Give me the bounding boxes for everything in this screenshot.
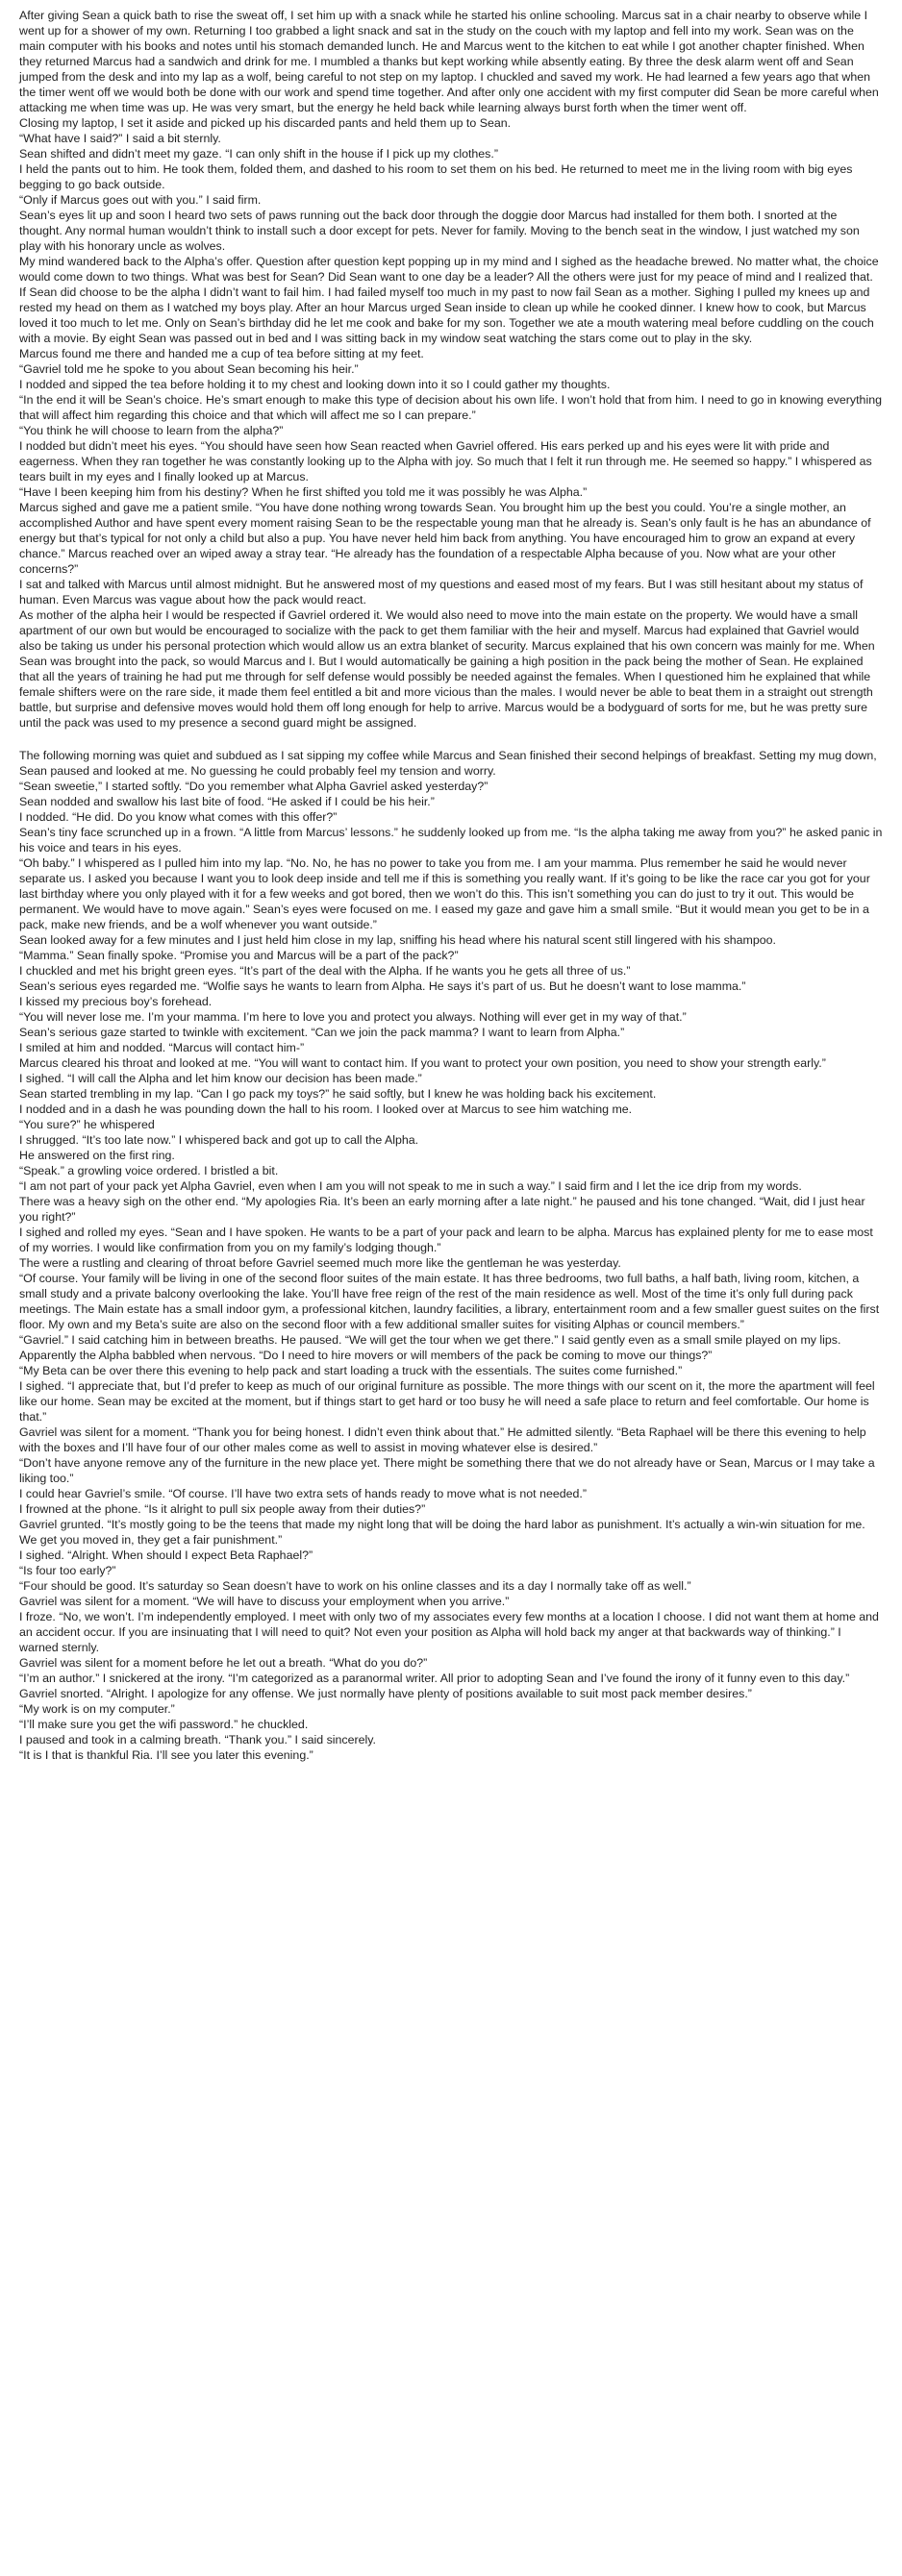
paragraph: My mind wandered back to the Alpha’s offer. Question after question kept popping up in my mind and I sighed as the headache brewed. No matter what, the choice would come down to two things. What was best for Sean? Did Sean want to one day be a leader? All the others were just for my peace of mind and I realized that. If Sean did choose to be the alpha I didn’t want to fail him. I had failed myself too much in my past to now fail Sean as a mother. Sighing I pulled my knees up and rested my head on them as I watched my boys play. After an hour Marcus urged Sean inside to clean up while he cooked dinner. I knew how to cook, but Marcus loved it too much to let me. Only on Sean’s birthday did he let me cook and bake for my son. Together we ate a mouth watering meal before cuddling on the couch with a movie. By eight Sean was passed out in bed and I was sitting back in my window seat watching the stars come out to play in the sky. (19, 255, 879, 345)
paragraph: I sat and talked with Marcus until almost midnight. But he answered most of my questions and eased most of my fears. But I was still hesitant about my status of human. Even Marcus was vague about how the pack would react. (19, 578, 864, 607)
paragraph: Sean looked away for a few minutes and I just held him close in my lap, sniffing his head where his natural scent still lingered with his shampoo. (19, 933, 776, 947)
paragraph: “It is I that is thankful Ria. I’ll see you later this evening.” (19, 1748, 313, 1762)
paragraph: The were a rustling and clearing of throat before Gavriel seemed much more like the gentleman he was yesterday. (19, 1256, 621, 1270)
paragraph: “You will never lose me. I’m your mamma. I’m here to love you and protect you always. Nothing will ever get in my way of that.” (19, 1010, 687, 1024)
paragraph: As mother of the alpha heir I would be respected if Gavriel ordered it. We would also need to move into the main estate on the property. We would have a small apartment of our own but would be encouraged to socialize with the pack to get them familiar with the heir and myself. Marcus had explained that Gavriel would also be taking us under his personal protection which would allow us an extra blanket of security. Marcus explained that his own concern was mainly for me. When Sean was brought into the pack, so would Marcus and I. But I would automatically be gaining a high position in the pack being the mother of Sean. He explained that all the years of training he had put me through for self defense would possibly be needed against the females. When I questioned him he explained that while female shifters were on the rare side, it made them feel entitled a bit and more vicious than the males. I would never be able to beat them in a straight out strength battle, but surprise and defensive moves would hold them off long enough for help to arrive. Marcus would be a bodyguard of sorts for me, but he was pretty sure until the pack was used to my presence a second guard might be assigned. (19, 608, 875, 730)
paragraph: I frowned at the phone. “Is it alright to pull six people away from their duties?” (19, 1502, 426, 1516)
paragraph: Gavriel was silent for a moment. “Thank you for being honest. I didn’t even think about that.” He admitted silently. “Beta Raphael will be there this evening to help with the boxes and I’ll have four of our other males come as well to assist in moving whatever else is desired.” (19, 1425, 866, 1454)
paragraph: After giving Sean a quick bath to rise the sweat off, I set him up with a snack while he started his online schooling. Marcus sat in a chair nearby to observe while I went up for a shower of my own. Returning I too grabbed a light snack and sat in the study on the couch with my laptop and fell into my work. Sean was on the main computer with his books and notes until his stomach demanded lunch. He and Marcus went to the kitchen to eat while I got another chapter finished. When they returned Marcus had a sandwich and drink for me. I mumbled a thanks but kept working while absently eating. By three the desk alarm went off and Sean jumped from the desk and into my lap as a wolf, being careful to not step on my laptop. I chuckled and saved my work. He had learned a few years ago that when the timer went off we would both be done with our work and spend time together. And after only one accident with my first computer did Sean be more careful when attacking me when time was up. He was very smart, but the energy he held back while learning always burst forth when the timer went off. (19, 9, 879, 114)
paragraph: Marcus cleared his throat and looked at me. “You will want to contact him. If you want to protect your own position, you need to show your strength early.” (19, 1056, 826, 1070)
paragraph: Sean’s serious gaze started to twinkle with excitement. “Can we join the pack mamma? I want to learn from Alpha.” (19, 1026, 625, 1039)
paragraph: “Of course. Your family will be living in one of the second floor suites of the main estate. It has three bedrooms, two full baths, a half bath, living room, kitchen, a small study and a private balcony overlooking the lake. You’ll have free reign of the rest of the main residence as well. Most of the time it’s only full during pack meetings. The Main estate has a small indoor gym, a professional kitchen, laundry facilities, a library, entertainment room and a few smaller guest suites on the first floor. My own and my Beta’s suite are also on the second floor with a few additional smaller suites for visiting Alphas or council members.” (19, 1272, 880, 1331)
paragraph: I nodded and sipped the tea before holding it to my chest and looking down into it so I could gather my thoughts. (19, 378, 611, 391)
paragraph: There was a heavy sigh on the other end. “My apologies Ria. It’s been an early morning after a late night.” he paused and his tone changed. “Wait, did I just hear you right?” (19, 1195, 865, 1224)
paragraph: I nodded. “He did. Do you know what comes with this offer?” (19, 810, 338, 824)
paragraph: I shrugged. “It’s too late now.” I whispered back and got up to call the Alpha. (19, 1133, 419, 1147)
paragraph: “Gavriel told me he spoke to you about Sean becoming his heir.” (19, 362, 359, 376)
paragraph: I nodded but didn’t meet his eyes. “You should have seen how Sean reacted when Gavriel offered. His ears perked up and his eyes were lit with pride and eagerness. When they ran together he was constantly looking up to the Alpha with joy. So much that I felt it run through me. He seemed so happy.” I whispered as tears built in my eyes and I finally looked up at Marcus. (19, 439, 872, 483)
paragraph: “I’m an author.” I snickered at the irony. “I’m categorized as a paranormal writer. All prior to adopting Sean and I’ve found the irony of it funny even to this day.” (19, 1672, 850, 1685)
paragraph: Gavriel snorted. “Alright. I apologize for any offense. We just normally have plenty of positions available to suit most pack member desires.” (19, 1687, 752, 1700)
paragraph: “Oh baby.” I whispered as I pulled him into my lap. “No. No, he has no power to take you from me. I am your mamma. Plus remember he said he would never separate us. I asked you because I want you to look deep inside and tell me if this is something you really want. If it’s going to be like the race car you got for your last birthday where you only played with it for a few weeks and got bored, then we won’t do this. This isn’t something you can do just to try it out. This would be permanent. We would have to move again.” Sean’s eyes were focused on me. I eased my gaze and gave him a small smile. “But it would mean you get to be in a pack, make new friends, and be a wolf whenever you want outside.” (19, 856, 870, 931)
paragraph: “My work is on my computer.” (19, 1702, 175, 1716)
paragraph: Sean’s eyes lit up and soon I heard two sets of paws running out the back door through the doggie door Marcus had installed for them both. I snorted at the thought. Any normal human wouldn’t think to install such a door except for pets. Never for family. Moving to the bench seat in the window, I just watched my son play with his honorary uncle as wolves. (19, 209, 860, 253)
paragraph: “My Beta can be over there this evening to help pack and start loading a truck with the essentials. The suites come furnished.” (19, 1364, 683, 1377)
paragraph: “I am not part of your pack yet Alpha Gavriel, even when I am you will not speak to me in such a way.” I said firm and I let the ice drip from my words. (19, 1179, 802, 1193)
paragraph: “Speak.” a growling voice ordered. I bristled a bit. (19, 1164, 279, 1177)
paragraph: Sean’s tiny face scrunched up in a frown. “A little from Marcus’ lessons.” he suddenly looked up from me. “Is the alpha taking me away from you?” he asked panic in his voice and tears in his eyes. (19, 826, 883, 855)
paragraph: “You sure?” he whispered (19, 1118, 155, 1131)
paragraph: “Mamma.” Sean finally spoke. “Promise you and Marcus will be a part of the pack?” (19, 949, 459, 962)
paragraph: “In the end it will be Sean’s choice. He’s smart enough to make this type of decision about his own life. I won’t hold that from him. I need to go in knowing everything that will affect him regarding this choice and that which will affect me so I can prepare.” (19, 393, 882, 422)
paragraph: I sighed and rolled my eyes. “Sean and I have spoken. He wants to be a part of your pack and learn to be alpha. Marcus has explained plenty for me to ease most of my worries. I would like confirmation from you on my family’s lodging though.” (19, 1226, 873, 1254)
paragraph: I froze. “No, we won’t. I’m independently employed. I meet with only two of my associates every few months at a location I choose. I did not want them at home and an accident occur. If you are insinuating that I will need to quit? Not even your position as Alpha will hold back my anger at that backwards way of thinking.” I warned sternly. (19, 1610, 879, 1654)
paragraph: The following morning was quiet and subdued as I sat sipping my coffee while Marcus and Sean finished their second helpings of breakfast. Setting my mug down, Sean paused and looked at me. No guessing he could probably feel my tension and worry. (19, 749, 877, 778)
paragraph: I paused and took in a calming breath. “Thank you.” I said sincerely. (19, 1733, 376, 1746)
paragraph: “Sean sweetie,” I started softly. “Do you remember what Alpha Gavriel asked yesterday?” (19, 780, 489, 793)
paragraph: Gavriel was silent for a moment before he let out a breath. “What do you do?” (19, 1656, 428, 1670)
paragraph: I held the pants out to him. He took them, folded them, and dashed to his room to set them on his bed. He returned to meet me in the living room with big eyes begging to go back outside. (19, 162, 853, 191)
paragraph: I sighed. “Alright. When should I expect Beta Raphael?” (19, 1548, 313, 1562)
paragraph: “You think he will choose to learn from the alpha?” (19, 424, 284, 437)
paragraph: Closing my laptop, I set it aside and picked up his discarded pants and held them up to Sean. (19, 116, 512, 130)
paragraph: Marcus sighed and gave me a patient smile. “You have done nothing wrong towards Sean. You brought him up the best you could. You’re a single mother, an accomplished Author and have spent every moment raising Sean to be the respectable young man that he already is. Sean’s only fault is he has an abundance of energy but that’s typical for not only a child but also a pup. You have never held him back from anything. You have encouraged him to grow an expand at every chance.” Marcus reached over an wiped away a stray tear. “He already has the foundation of a respectable Alpha because of you. Now what are your other concerns?” (19, 501, 871, 576)
paragraph: I chuckled and met his bright green eyes. “It’s part of the deal with the Alpha. If he wants you he gets all three of us.” (19, 964, 631, 978)
paragraph: I nodded and in a dash he was pounding down the hall to his room. I looked over at Marcus to see him watching me. (19, 1102, 633, 1116)
paragraph: “Don’t have anyone remove any of the furniture in the new place yet. There might be something there that we do not already have or Sean, Marcus or I may take a liking too.” (19, 1456, 875, 1485)
paragraph: Gavriel was silent for a moment. “We will have to discuss your employment when you arrive.” (19, 1595, 510, 1608)
paragraph: “Is four too early?” (19, 1564, 116, 1577)
paragraph: “Four should be good. It’s saturday so Sean doesn’t have to work on his online classes and its a day I normally take off as well.” (19, 1579, 691, 1593)
paragraph: Sean started trembling in my lap. “Can I go pack my toys?” he said softly, but I knew he was holding back his excitement. (19, 1087, 657, 1101)
section-break (19, 731, 883, 748)
paragraph: Gavriel grunted. “It’s mostly going to be the teens that made my night long that will be doing the hard labor as punishment. It’s actually a win-win situation for me. We get you moved in, they get a fair punishment.” (19, 1518, 865, 1547)
paragraph: Sean’s serious eyes regarded me. “Wolfie says he wants to learn from Alpha. He says it’s part of us. But he doesn’t want to lose mamma.” (19, 979, 746, 993)
paragraph: I could hear Gavriel’s smile. “Of course. I’ll have two extra sets of hands ready to move what is not needed.” (19, 1487, 587, 1500)
paragraph: I smiled at him and nodded. “Marcus will contact him-” (19, 1041, 305, 1054)
paragraph: I sighed. “I will call the Alpha and let him know our decision has been made.” (19, 1072, 422, 1085)
paragraph: “Gavriel.” I said catching him in between breaths. He paused. “We will get the tour when we get there.” I said gently even as a small smile played on my lips. Apparently the Alpha babbled when nervous. “Do I need to hire movers or will members of the pack be coming to move our things?” (19, 1333, 841, 1362)
paragraph: I kissed my precious boy’s forehead. (19, 995, 213, 1008)
paragraph: Marcus found me there and handed me a cup of tea before sitting at my feet. (19, 347, 424, 360)
paragraph: Sean nodded and swallow his last bite of food. “He asked if I could be his heir.” (19, 795, 435, 808)
paragraph: “What have I said?” I said a bit sternly. (19, 132, 221, 145)
paragraph: I sighed. “I appreciate that, but I’d prefer to keep as much of our original furniture as possible. The more things with our scent on it, the more the apartment will feel like our home. Sean may be excited at the moment, but if things start to get hard or too busy he will need a safe place to return and feel comfortable. Our home is that.” (19, 1379, 875, 1424)
paragraph: He answered on the first ring. (19, 1149, 175, 1162)
paragraph: Sean shifted and didn’t meet my gaze. “I can only shift in the house if I pick up my clothes.” (19, 147, 498, 161)
paragraph: “Have I been keeping him from his destiny? When he first shifted you told me it was possibly he was Alpha.” (19, 485, 588, 499)
paragraph: “I’ll make sure you get the wifi password.” he chuckled. (19, 1718, 309, 1731)
paragraph: “Only if Marcus goes out with you.” I said firm. (19, 193, 262, 207)
